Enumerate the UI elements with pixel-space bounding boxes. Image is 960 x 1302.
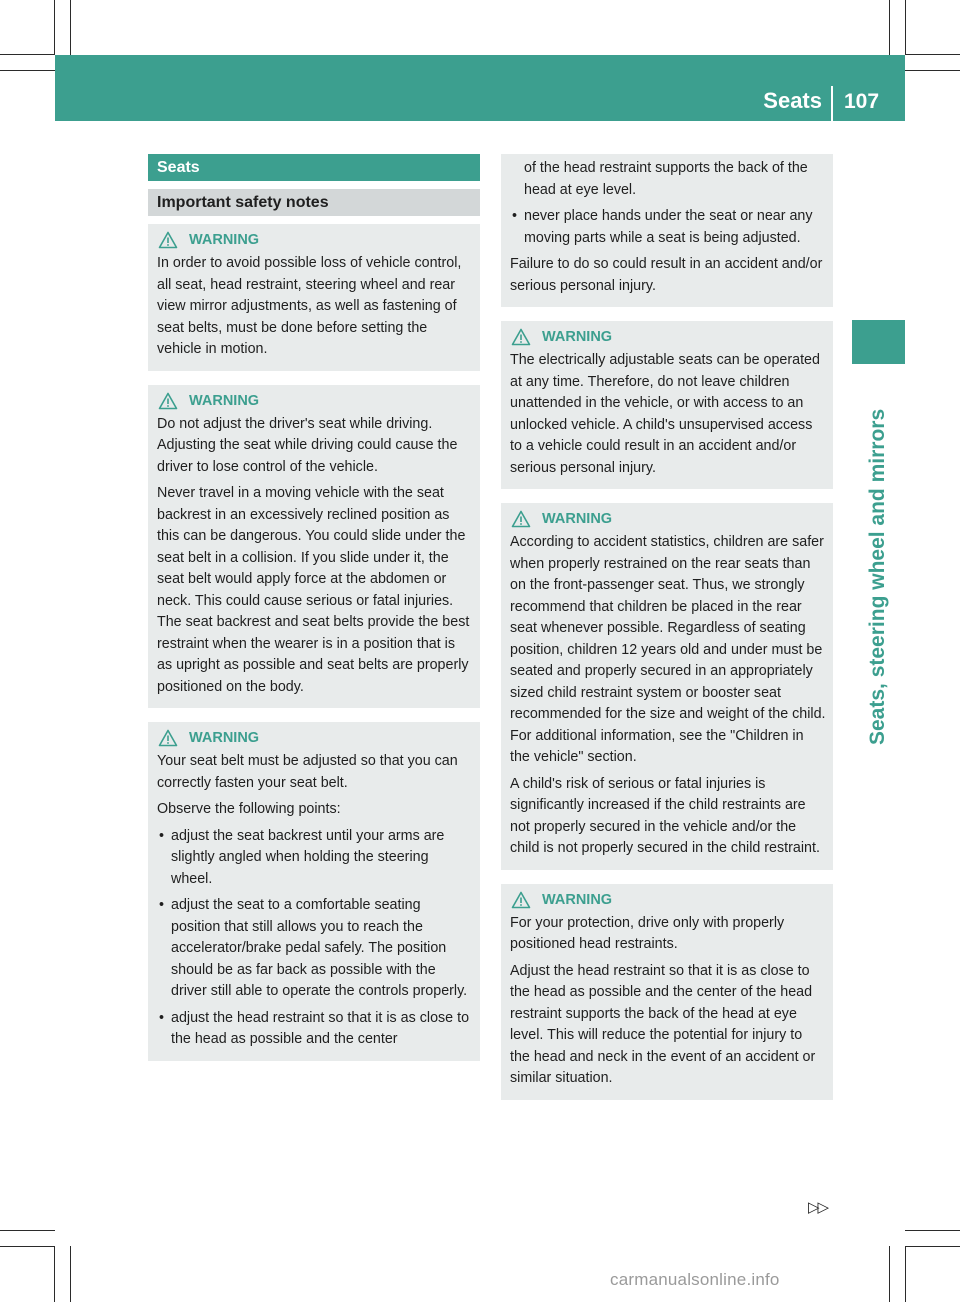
warning-label: WARNING [189,392,260,409]
warning-text: According to accident statistics, children are safer when properly restrained on the rear seats than on the front-passenger seat. Thus, we strongly recommend that children be placed in the rear seat whenever possible. Regardless of seating position, children 12 years old and under must be seated and properly secured in an appropriately sized child restraint system or booster seat recommended for the size and weight of the child. For additional information, see the "Children in the vehicle" section. [510,534,826,765]
crop-mark [905,54,960,55]
continue-arrow-icon: ▷▷ [808,1199,828,1216]
warning-triangle-icon [158,729,178,747]
warning-label: WARNING [542,891,613,908]
warning-text: A child's risk of serious or fatal injuries is significantly increased if the child restraints are not properly secured in the vehicle and/or the child is not properly secured in the child restraint. [510,775,820,856]
section-heading: Seats [148,154,480,181]
warning-text: Observe the following points: [157,801,341,817]
warning-label: WARNING [189,730,260,746]
chapter-tab [852,320,905,364]
chapter-label: Seats, steering wheel and mirrors [866,408,889,745]
warning-text: Adjust the head restraint so that it is as close to the head as possible and the center of the head restraint supports the back of the head at eye level. This will reduce the potential for injury to the head and neck in the event of an accident or similar situation. [510,962,816,1086]
list-item-continued: of the head restraint supports the back of the head at eye level. [524,160,808,198]
crop-mark [889,0,890,55]
list-item: • adjust the seat to a comfortable seating position that still allows you to reach the accelerator/brake pedal safely. The position should be as far back as possible with the driver still able to operate the controls properly. [157,895,473,1003]
warning-text: In order to avoid possible loss of vehicle control, all seat, head restraint, steering wheel and rear view mirror adjustments, as well as fastening of seat belts, must be done before setting the vehicle in motion. [157,255,462,357]
warning-heading [157,728,473,748]
warning-box [148,385,480,709]
right-column [501,154,833,1100]
header-divider [831,86,833,121]
warning-heading [510,327,826,347]
crop-mark [54,1246,55,1302]
crop-mark [889,1246,890,1302]
warning-label: WARNING [189,232,260,248]
warning-text: The electrically adjustable seats can be operated at any time. Therefore, do not leave children unattended in the vehicle, or with access to an unlocked vehicle. A child's unsupervised access to a vehicle could result in an accident and/or serious personal injury. [510,352,820,476]
warning-text: Your seat belt must be adjusted so that you can correctly fasten your seat belt. [157,753,458,791]
warning-heading [510,509,826,529]
warning-box [501,321,833,489]
warning-box [501,503,833,870]
warning-heading [157,391,473,411]
crop-mark [70,1246,71,1302]
bullet-list [157,826,473,1051]
warning-label: WARNING [542,329,613,345]
warning-box [148,224,480,371]
crop-mark [0,1246,55,1247]
warning-triangle-icon [511,510,531,528]
crop-mark [54,0,55,55]
warning-triangle-icon [158,392,178,410]
crop-mark [905,1246,906,1302]
crop-mark [70,0,71,55]
list-item: • adjust the head restraint so that it is as close to the head as possible and the center [157,1008,473,1051]
crop-mark [0,1230,55,1231]
crop-mark [0,70,55,71]
warning-text: For your protection, drive only with properly positioned head restraints. [510,914,785,952]
warning-text: Failure to do so could result in an accident and/or serious personal injury. [510,256,823,294]
bullet-list [510,158,826,249]
warning-text: Do not adjust the driver's seat while driving. Adjusting the seat while driving could cause the driver to lose control of the vehicle. [157,415,458,475]
watermark: carmanualsonline.info [610,1270,780,1289]
warning-triangle-icon [511,328,531,346]
header-title: Seats [763,88,822,113]
crop-mark [905,70,960,71]
subsection-heading: Important safety notes [148,189,480,216]
warning-triangle-icon [511,891,531,909]
warning-text: Never travel in a moving vehicle with the seat backrest in an excessively reclined position as this can be dangerous. You could slide under the seat belt in a collision. If you slide under it, the seat belt would apply force at the abdomen or neck. This could cause serious or fatal injuries. The seat backrest and seat belts provide the best restraint when the wearer is in a position that is as upright as possible and seat belts are properly positioned on the body. [157,485,470,695]
list-item: • adjust the seat backrest until your arms are slightly angled when holding the steering wheel. [157,826,473,891]
page-number: 107 [844,90,880,113]
warning-box [148,722,480,1061]
crop-mark [905,0,906,55]
warning-heading [157,230,473,250]
crop-mark [905,1230,960,1231]
warning-triangle-icon [158,231,178,249]
left-column [148,154,480,1061]
crop-mark [905,1246,960,1247]
crop-mark [0,54,55,55]
warning-box [501,884,833,1100]
warning-box-continued [501,154,833,307]
warning-label: WARNING [542,511,613,527]
warning-heading [510,890,826,910]
list-item: • never place hands under the seat or near any moving parts while a seat is being adjusted. [510,206,826,249]
